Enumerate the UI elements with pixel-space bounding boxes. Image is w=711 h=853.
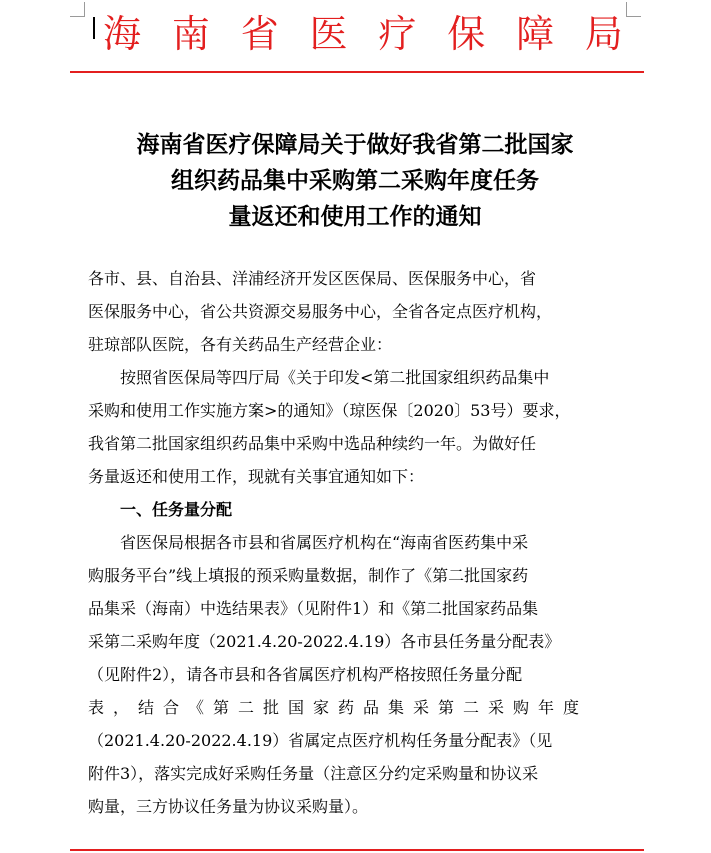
body-line: （2021.4.20-2022.4.19）省属定点医疗机构任务量分配表》（见 (88, 731, 553, 750)
body-line: 附件3），落实完成好采购任务量（注意区分约定采购量和协议采 (88, 764, 539, 783)
title-line: 组织药品集中采购第二采购年度任务 (171, 168, 539, 194)
agency-char: 保 (447, 12, 486, 56)
body-line: 购量，三方协议任务量为协议采购量）。 (88, 797, 369, 816)
document-body (88, 262, 628, 823)
body-line: 表，结合《第二批国家药品集采第二采购年度 (88, 698, 589, 717)
header-red-rule (70, 71, 644, 73)
agency-header (103, 8, 623, 60)
body-line: 各市、县、自治县、洋浦经济开发区医保局、医保服务中心，省 (88, 269, 537, 288)
agency-char: 障 (516, 12, 555, 56)
body-line: 品集采（海南）中选结果表》（见附件1）和《第二批国家药品集 (88, 599, 539, 618)
body-line: 购服务平台”线上填报的预采购量数据，制作了《第二批国家药 (88, 566, 529, 585)
document-title (60, 127, 650, 235)
title-line: 量返还和使用工作的通知 (228, 204, 482, 230)
agency-char: 疗 (378, 12, 417, 56)
agency-char: 局 (584, 12, 623, 56)
addressee-paragraph (88, 262, 628, 361)
agency-char: 省 (240, 12, 279, 56)
body-line: 采购和使用工作实施方案>的通知》（琼医保〔2020〕53号）要求， (88, 401, 571, 420)
section-heading: 一、任务量分配 (120, 500, 233, 519)
page-corner-mark-left (70, 2, 85, 17)
text-cursor (93, 17, 95, 39)
intro-paragraph (88, 361, 628, 493)
body-line: 按照省医保局等四厅局《关于印发<第二批国家组织药品集中 (120, 368, 550, 387)
body-line: 医保服务中心，省公共资源交易服务中心，全省各定点医疗机构， (88, 302, 553, 321)
body-line: 务量返还和使用工作，现就有关事宜通知如下： (88, 467, 425, 486)
agency-char: 医 (309, 12, 348, 56)
footer-red-rule (70, 849, 644, 851)
body-line: 驻琼部队医院，各有关药品生产经营企业： (88, 335, 393, 354)
body-line: （见附件2），请各市县和各省属医疗机构严格按照任务量分配 (88, 665, 523, 684)
section1-paragraph (88, 526, 628, 823)
title-line: 海南省医疗保障局关于做好我省第二批国家 (136, 132, 574, 158)
agency-char: 海 (103, 12, 142, 56)
body-line: 我省第二批国家组织药品集中采购中选品种续约一年。为做好任 (88, 434, 537, 453)
body-line: 省医保局根据各市县和省属医疗机构在“海南省医药集中采 (120, 533, 529, 552)
page-corner-mark-right (626, 2, 641, 17)
body-line: 采第二采购年度（2021.4.20-2022.4.19）各市县任务量分配表》 (88, 632, 561, 651)
agency-char: 南 (171, 12, 210, 56)
